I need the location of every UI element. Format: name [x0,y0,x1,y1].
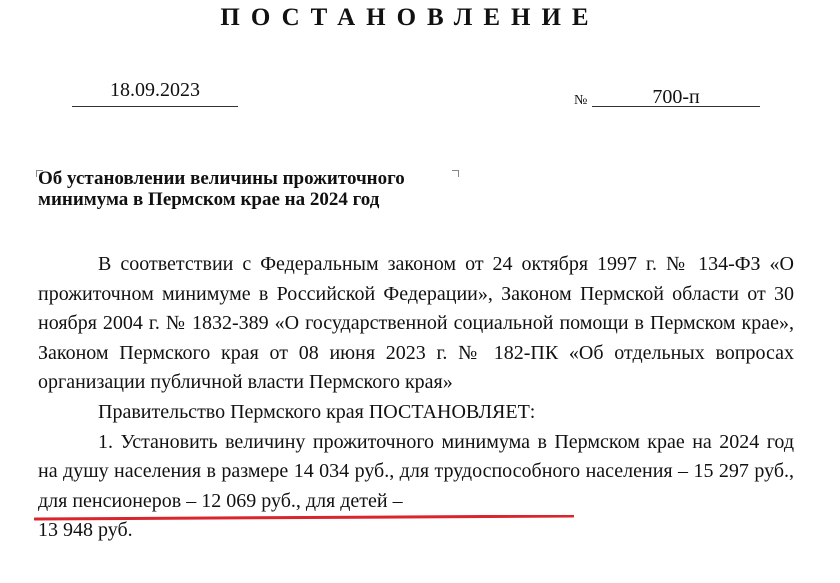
number-sign: № [574,93,588,108]
paragraph-resolves: Правительство Пермского края ПОСТАНОВЛЯЕТ: [98,400,536,423]
paragraph-item-1 [38,428,794,546]
paragraph-legal-basis: В соответствии с Федеральным законом от 24 октября 1997 г. № 134-ФЗ «О прожиточном минимуме в Российской Федерации», Законом Пермской области от 30 ноября 2004 г. № 1832-389 «О государственной социальной помощи в Пермском крае», Законом Пермского края от 08 июня 2023 г. № 182-ПК «Об отдельных вопросах организации публичной власти Пермского края» [38,253,794,394]
document-date: 18.09.2023 [72,78,238,107]
heading-line-2: минимума в Пермском крае на 2024 год [38,189,380,210]
document-heading [38,168,498,210]
document-number-field [574,86,760,108]
document-title: ПОСТАНОВЛЕНИЕ [220,4,600,31]
red-underline-mark [34,515,574,521]
heading-line-1: Об установлении величины прожиточного [38,168,405,189]
item-1-tail: 13 948 руб. [38,519,133,542]
item-1-text-rest: , для трудоспособного населения – 15 297 руб., для пенсионеров – 12 069 руб., для детей – [38,460,794,512]
highlighted-amount: 2024 год на душу населения в размере 14 034 руб. [38,430,795,483]
item-1-text-start: 1. Установить величину прожиточного минимума в Пермском крае на [98,430,712,453]
document-body [38,250,794,546]
document-number: 700-п [592,86,760,107]
